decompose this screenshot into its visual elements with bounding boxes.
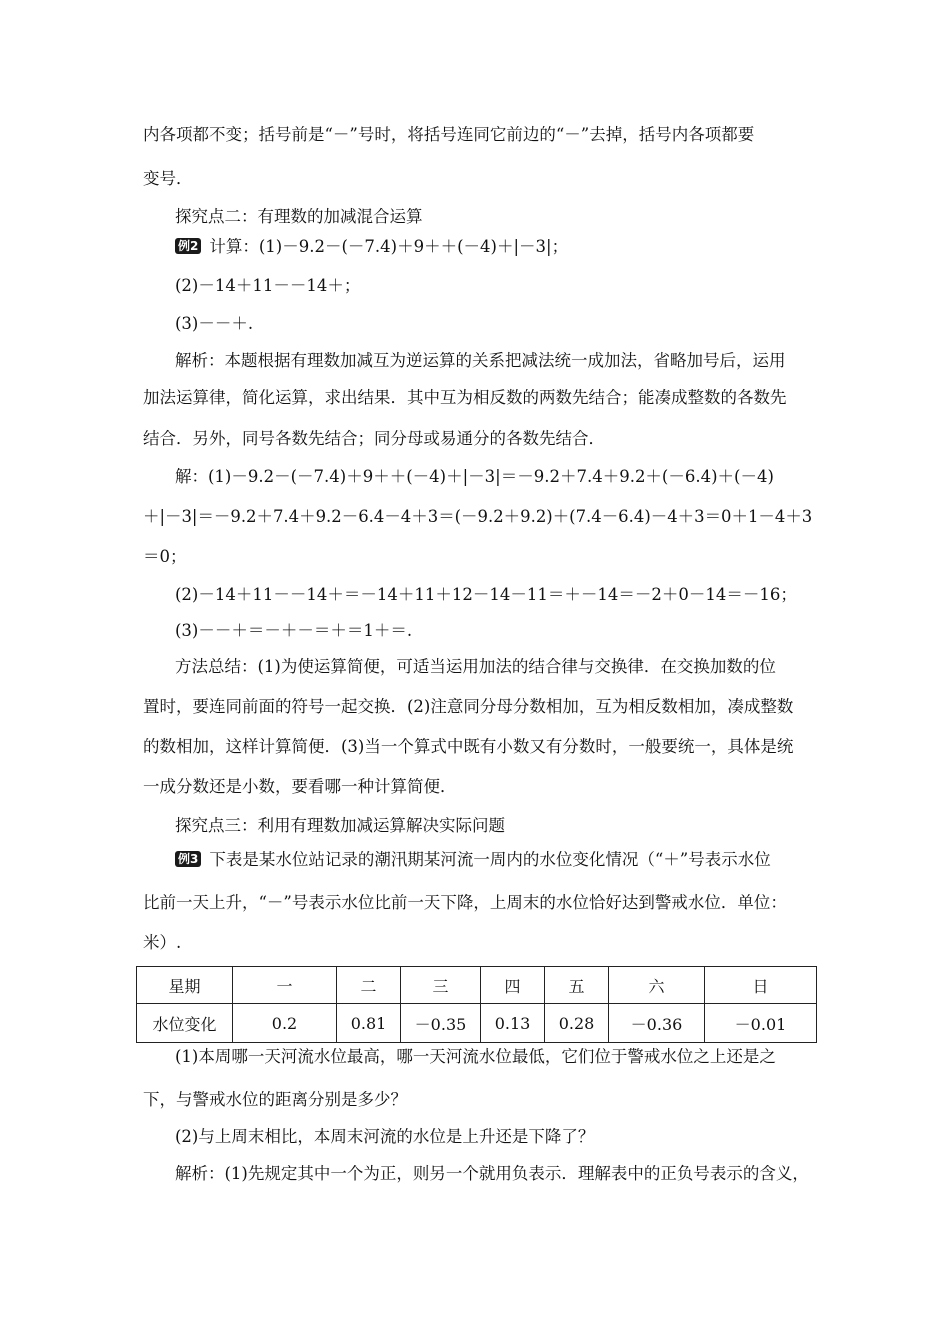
example-3-line bbox=[175, 849, 771, 871]
paragraph-line: 米）. bbox=[143, 933, 182, 952]
paragraph-line: (2)－14＋11－－14＋＝－14＋11＋12－14－11＝＋－14＝－2＋0－14＝－16； bbox=[175, 585, 797, 604]
table-cell: 四 bbox=[481, 967, 545, 1004]
paragraph-line: (3)－－＋. bbox=[175, 314, 254, 333]
table-cell: 0.81 bbox=[337, 1004, 401, 1043]
paragraph-line: ＝0； bbox=[143, 547, 187, 566]
paragraph-line: 下，与警戒水位的距离分别是多少？ bbox=[143, 1090, 407, 1109]
paragraph-line: 内各项都不变；括号前是“－”号时，将括号连同它前边的“－”去掉，括号内各项都要 bbox=[143, 125, 755, 144]
paragraph-line: 变号． bbox=[143, 169, 193, 188]
section-heading: 探究点三：利用有理数加减运算解决实际问题 bbox=[175, 816, 505, 835]
analysis-line: 解析：(1)先规定其中一个为正，则另一个就用负表示．理解表中的正负号表示的含义， bbox=[175, 1164, 809, 1183]
paragraph-line: 比前一天上升，“－”号表示水位比前一天下降，上周末的水位恰好达到警戒水位．单位： bbox=[143, 893, 787, 912]
table-cell: 0.28 bbox=[545, 1004, 609, 1043]
paragraph-line: (3)－－＋＝－＋－＝＋＝1＋＝. bbox=[175, 621, 413, 640]
example-badge: 例2 bbox=[175, 238, 201, 254]
question-line: (1)本周哪一天河流水位最高，哪一天河流水位最低，它们位于警戒水位之上还是之 bbox=[175, 1047, 776, 1066]
table-cell: 六 bbox=[609, 967, 705, 1004]
solution-line: 解：(1)－9.2－(－7.4)＋9＋＋(－4)＋|－3|＝－9.2＋7.4＋9.2＋(－6.4)＋(－4) bbox=[175, 467, 774, 486]
paragraph-line: 加法运算律，简化运算，求出结果．其中互为相反数的两数先结合；能凑成整数的各数先 bbox=[143, 388, 787, 407]
paragraph-line: 置时，要连同前面的符号一起交换．(2)注意同分母分数相加，互为相反数相加，凑成整数 bbox=[143, 697, 794, 716]
table-header-row bbox=[137, 967, 817, 1004]
table-cell: 三 bbox=[401, 967, 481, 1004]
table-cell: 五 bbox=[545, 967, 609, 1004]
question-line: (2)与上周末相比，本周末河流的水位是上升还是下降了？ bbox=[175, 1127, 595, 1146]
example-2-line bbox=[175, 236, 568, 258]
example-2-text: 计算：(1)－9.2－(－7.4)＋9＋＋(－4)＋|－3|； bbox=[209, 237, 569, 256]
table-cell: 0.2 bbox=[233, 1004, 337, 1043]
paragraph-line: 的数相加，这样计算简便．(3)当一个算式中既有小数又有分数时，一般要统一，具体是统 bbox=[143, 737, 794, 756]
table-cell: 星期 bbox=[137, 967, 233, 1004]
paragraph-line: 一成分数还是小数，要看哪一种计算简便． bbox=[143, 777, 457, 796]
table-cell: 二 bbox=[337, 967, 401, 1004]
method-summary-line: 方法总结：(1)为使运算简便，可适当运用加法的结合律与交换律．在交换加数的位 bbox=[175, 657, 776, 676]
table-cell: －0.36 bbox=[609, 1004, 705, 1043]
paragraph-line: (2)－14＋11－－14＋； bbox=[175, 276, 361, 295]
table-cell: 一 bbox=[233, 967, 337, 1004]
table-cell: －0.01 bbox=[705, 1004, 817, 1043]
table-cell: 0.13 bbox=[481, 1004, 545, 1043]
analysis-line: 解析：本题根据有理数加减互为逆运算的关系把减法统一成加法，省略加号后，运用 bbox=[175, 351, 786, 370]
table-cell: 水位变化 bbox=[137, 1004, 233, 1043]
paragraph-line: 结合．另外，同号各数先结合；同分母或易通分的各数先结合． bbox=[143, 429, 605, 448]
table-row bbox=[137, 1004, 817, 1043]
table-cell: －0.35 bbox=[401, 1004, 481, 1043]
paragraph-line: ＋|－3|＝－9.2＋7.4＋9.2－6.4－4＋3＝(－9.2＋9.2)＋(7.4－6.4)－4＋3＝0＋1－4＋3 bbox=[143, 507, 813, 526]
table-cell: 日 bbox=[705, 967, 817, 1004]
water-level-table bbox=[136, 966, 817, 1043]
example-badge: 例3 bbox=[175, 851, 201, 867]
example-3-text: 下表是某水位站记录的潮汛期某河流一周内的水位变化情况（“＋”号表示水位 bbox=[209, 850, 771, 869]
section-heading: 探究点二：有理数的加减混合运算 bbox=[175, 207, 423, 226]
